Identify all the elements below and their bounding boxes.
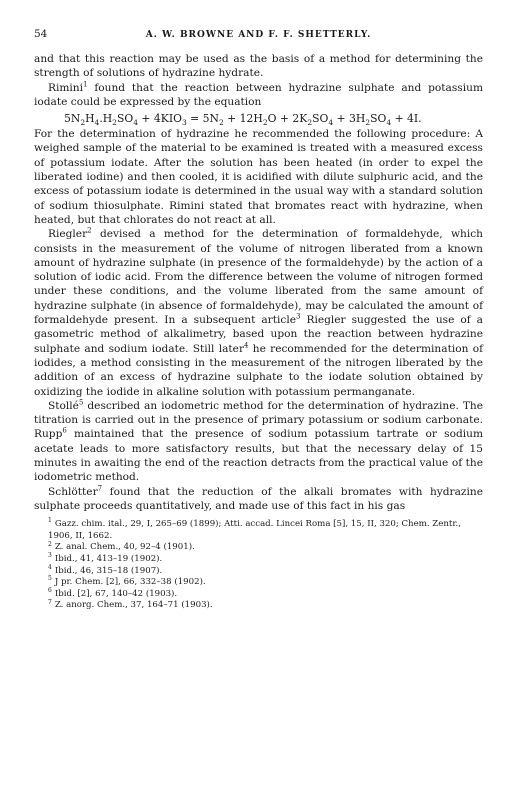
footnote-ref: 7 (97, 484, 103, 493)
footnote-ref: 3 (295, 312, 301, 321)
footnote-mark: 2 (48, 540, 52, 548)
paragraph-text: found that the reduction of the alkali bromates with hydrazine sulphate proceeds quantitatively, and made use of this fact in his gas (34, 485, 483, 512)
paragraph-text: devised a method for the determination of formaldehyde, which consists in the measurement of the volume of nitrogen liberated from a known amount of hydrazine sulphate (in presence of the formaldehyde) by the action of a solution of iodic acid. From the difference between the volume of nitrogen formed under these conditions, and the volume liberated from the same amount of hydrazine sulphate (in absence of formaldehyde), may be calculated the amount of formaldehyde present. In a subsequent article (34, 228, 483, 327)
footnote-mark: 5 (48, 575, 52, 583)
footnote (34, 554, 483, 566)
page-header (34, 28, 483, 42)
paragraph-text: described an iodometric method for the determination of hydrazine. The titration is carried out in the presence of primary potassium or sodium carbonate. Rupp (34, 399, 483, 441)
paragraph-text: found that the reaction between hydrazine sulphate and potassium iodate could be expressed by the equation (34, 81, 483, 108)
author-name: Schlötter (48, 485, 98, 498)
footnote-mark: 7 (48, 598, 52, 606)
footnote-ref: 4 (244, 341, 249, 350)
author-name: Riegler (48, 228, 88, 241)
footnotes (34, 519, 483, 612)
footnote-text: Ibid., 41, 413–19 (1902). (54, 553, 163, 564)
paragraph (34, 485, 483, 514)
footnote-text: Gazz. chim. ital., 29, I, 265–69 (1899); Atti. accad. Lincei Roma [5], 15, II, 320; Chem. Zentr., 1906, II, 1662. (48, 519, 461, 541)
footnote-text: Ibid., 46, 315–18 (1907). (54, 565, 163, 576)
author-name: Stollé (48, 399, 79, 412)
footnote-text: Ibid. [2], 67, 140–42 (1903). (54, 588, 178, 599)
page-number: 54 (34, 28, 48, 40)
footnote (34, 586, 483, 601)
footnote-mark: 6 (48, 586, 52, 594)
running-title: A. W. BROWNE AND F. F. SHETTERLY. (145, 30, 372, 40)
footnote-ref: 2 (87, 226, 92, 235)
footnote-ref: 5 (78, 398, 84, 407)
footnote-text: Z. anal. Chem., 40, 92–4 (1901). (54, 542, 195, 553)
footnote (34, 563, 483, 578)
author-name: Rimini (48, 81, 84, 94)
footnote-ref: 6 (62, 426, 67, 435)
paragraph-text: For the determination of hydrazine he recommended the following procedure: A weighed sample of the material to be examined is treated with a measured excess of potassium iodate. After the solution has been heated (in order to expel the liberated iodine) and then cooled, it is acidified with dilute sulphuric acid, and the excess of potassium iodate is determined in the usual way with a standard solution of sodium thiosulphate. Rimini stated that bromates react with hydrazine, when heated, but that chlorates do not react at all. (34, 128, 483, 226)
paragraph (34, 127, 483, 227)
paragraph-text: and that this reaction may be used as the basis of a method for determining the strength of solutions of hydrazine hydrate. (34, 53, 483, 80)
footnote (34, 542, 483, 554)
footnote-ref: 1 (83, 80, 88, 89)
paragraph-text: maintained that the presence of sodium potassium tartrate or sodium acetate leads to more satisfactory results, but that the necessary delay of 15 minutes in awaiting the end of the reaction detracts from the practical value of the iodometric method. (34, 428, 483, 484)
footnote (34, 519, 483, 542)
footnote (34, 577, 483, 589)
paragraph-text: Riegler suggested the use of a gasometric method of alkalimetry, based upon the reaction between hydrazine sulphate and sodium iodate. Still later (34, 314, 483, 355)
footnote-text: J pr. Chem. [2], 66, 332–38 (1902). (54, 577, 206, 588)
paragraph-text: he recommended for the determination of iodides, a method consisting in the measurement of the nitrogen liberated by the addition of an excess of hydrazine sulphate to the iodate solution obtained by oxidizing the iodide in alkaline solution with potassium permanganate. (34, 342, 484, 398)
paragraph (34, 227, 483, 399)
footnote-mark: 4 (48, 563, 52, 571)
body-text (34, 52, 483, 513)
footnote-mark: 1 (48, 517, 52, 525)
chemical-equation: $5N_2H_4.H_2SO_4 + 4KIO_3 = 5N_2 + 12H_2O + 2K_2SO_4 + 3H_2SO_4 + 4I$. (64, 112, 422, 128)
footnote-text: Z. anorg. Chem., 37, 164–71 (1903). (54, 600, 213, 611)
paragraph (34, 52, 483, 81)
footnote-mark: 3 (48, 552, 52, 560)
footnote (34, 600, 483, 612)
paragraph (34, 81, 483, 110)
paragraph (34, 399, 483, 485)
